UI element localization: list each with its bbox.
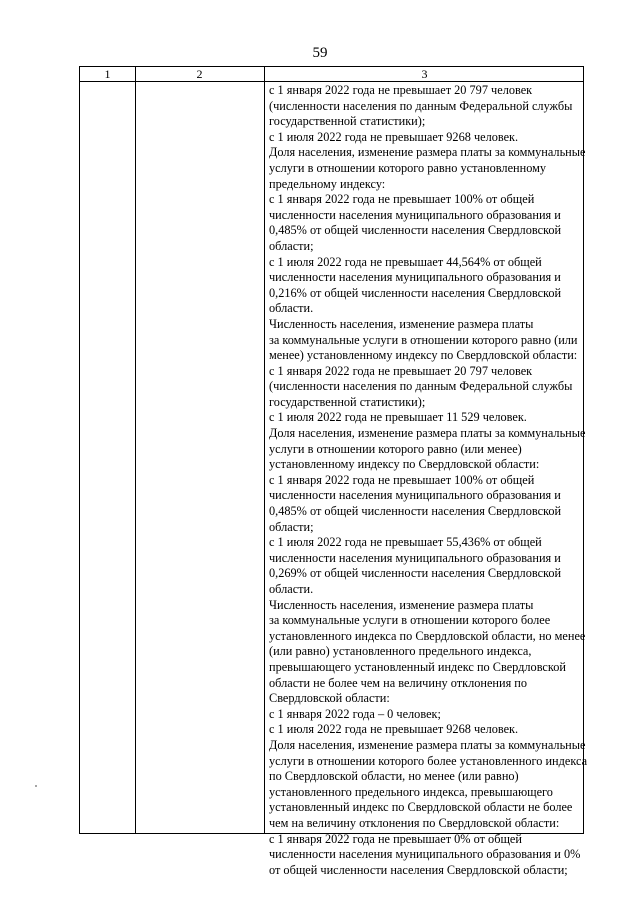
text-line: численности населения муниципального образования и	[269, 270, 561, 285]
text-line: с 1 июля 2022 года не превышает 9268 человек.	[269, 129, 519, 144]
text-line: государственной статистики);	[269, 114, 426, 129]
text-line: установленного индекса по Свердловской области, но менее	[269, 628, 586, 643]
text-line: численности населения муниципального образования и	[269, 488, 561, 503]
text-line: с 1 июля 2022 года не превышает 9268 человек.	[269, 722, 519, 737]
column-divider-1	[135, 67, 136, 833]
text-line: области;	[269, 238, 314, 253]
column-header-2: 2	[196, 67, 203, 81]
text-line: Численность населения, изменение размера платы	[269, 597, 534, 612]
text-line: численности населения муниципального образования и	[269, 550, 561, 565]
column-3-content	[269, 83, 588, 878]
text-line: Доля населения, изменение размера платы за коммунальные	[269, 737, 586, 752]
text-line: области.	[269, 582, 314, 596]
text-line: предельному индексу:	[269, 176, 386, 191]
text-line: 0,485% от общей численности населения Свердловской	[269, 223, 562, 238]
text-line: численности населения муниципального образования и 0%	[269, 847, 581, 862]
text-line: с 1 июля 2022 года не превышает 44,564% от общей	[269, 254, 542, 269]
text-line: услуги в отношении которого равно установленному	[269, 160, 547, 175]
text-line: области не более чем на величину отклонения по	[269, 675, 528, 690]
text-line: с 1 июля 2022 года не превышает 55,436% от общей	[269, 535, 542, 550]
text-line: установленного предельного индекса, превышающего	[269, 784, 553, 799]
text-line: государственной статистики);	[269, 394, 426, 409]
text-line: численности населения муниципального образования и	[269, 207, 561, 222]
text-line: услуги в отношении которого более установленного индекса	[269, 753, 588, 768]
text-line: (численности населения по данным Федеральной службы	[269, 379, 573, 394]
text-line: Доля населения, изменение размера платы за коммунальные	[269, 426, 586, 441]
text-line: от общей численности населения Свердловской области;	[269, 862, 568, 877]
text-line: 0,269% от общей численности населения Свердловской	[269, 566, 562, 581]
text-line: установленному индексу по Свердловской области:	[269, 457, 540, 472]
header-divider	[80, 81, 583, 82]
text-line: Доля населения, изменение размера платы за коммунальные	[269, 145, 586, 160]
text-line: с 1 января 2022 года не превышает 100% от общей	[269, 192, 535, 207]
text-line: Численность населения, изменение размера платы	[269, 316, 534, 331]
text-line: 0,216% от общей численности населения Свердловской	[269, 285, 562, 300]
document-table	[79, 66, 588, 877]
page-number: 59	[312, 45, 328, 61]
text-line: (или равно) установленного предельного индекса,	[269, 644, 532, 659]
column-header-3: 3	[421, 67, 428, 81]
text-line: области.	[269, 301, 314, 316]
text-line: с 1 января 2022 года не превышает 100% от общей	[269, 472, 535, 487]
column-header-1: 1	[104, 67, 111, 81]
text-line: по Свердловской области, но менее (или равно)	[269, 769, 519, 784]
column-divider-2	[264, 67, 265, 833]
text-line: области;	[269, 519, 314, 534]
text-line: чем на величину отклонения по Свердловской области:	[269, 815, 560, 830]
text-line: превышающего установленный индекс по Свердловской	[269, 659, 566, 674]
text-line: с 1 января 2022 года не превышает 20 797 человек	[269, 363, 533, 378]
scan-speck	[35, 785, 37, 787]
text-line: Свердловской области:	[269, 691, 390, 706]
text-line: с 1 июля 2022 года не превышает 11 529 человек.	[269, 410, 527, 425]
text-line: с 1 января 2022 года – 0 человек;	[269, 706, 441, 721]
text-line: за коммунальные услуги в отношении которого равно (или	[269, 332, 578, 347]
text-line: с 1 января 2022 года не превышает 0% от общей	[269, 831, 522, 846]
text-line: установленный индекс по Свердловской области не более	[269, 800, 573, 815]
text-line: менее) установленному индексу по Свердловской области:	[269, 348, 578, 363]
text-line: (численности населения по данным Федеральной службы	[269, 98, 573, 113]
text-line: услуги в отношении которого равно (или менее)	[269, 441, 522, 456]
text-line: с 1 января 2022 года не превышает 20 797 человек	[269, 83, 533, 97]
text-line: 0,485% от общей численности населения Свердловской	[269, 504, 562, 519]
text-line: за коммунальные услуги в отношении которого более	[269, 613, 551, 628]
